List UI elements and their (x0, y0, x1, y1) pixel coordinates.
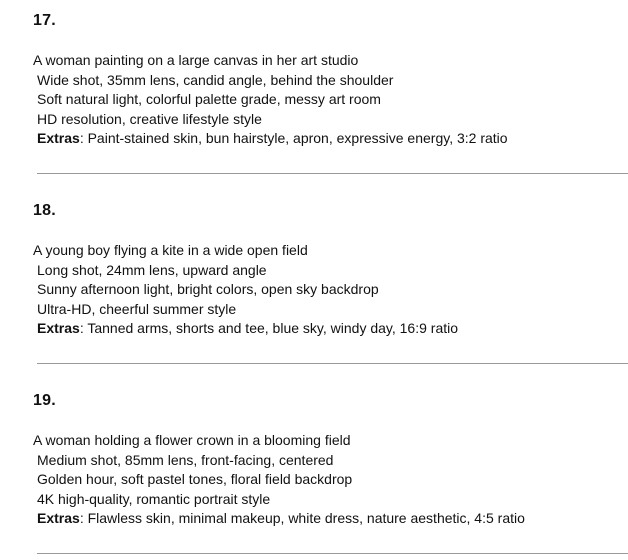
entry-body (33, 241, 623, 339)
entry-number: 19. (33, 392, 56, 409)
entry-extras-line (33, 509, 623, 529)
entry-body (33, 431, 623, 529)
entry-quality-line: HD resolution, creative lifestyle style (37, 110, 262, 127)
entry-subject-line: A young boy flying a kite in a wide open field (33, 242, 308, 258)
entry-extras-line (33, 319, 623, 339)
extras-value: : Paint-stained skin, bun hairstyle, apron, expressive energy, 3:2 ratio (79, 130, 508, 147)
entry-subject-line: A woman painting on a large canvas in her art studio (33, 52, 359, 68)
extras-label: Extras (37, 130, 80, 147)
entry-body (33, 51, 623, 149)
section-divider (37, 173, 628, 174)
extras-value: : Flawless skin, minimal makeup, white dress, nature aesthetic, 4:5 ratio (79, 510, 525, 527)
entry-lighting-line: Sunny afternoon light, bright colors, open sky backdrop (37, 281, 379, 298)
extras-value: : Tanned arms, shorts and tee, blue sky, windy day, 16:9 ratio (79, 320, 459, 337)
section-divider (37, 363, 628, 364)
entry-quality-line: Ultra-HD, cheerful summer style (37, 300, 237, 317)
extras-label: Extras (37, 320, 80, 337)
entry-shot-line: Long shot, 24mm lens, upward angle (37, 261, 267, 278)
entry-subject-line: A woman holding a flower crown in a blooming field (33, 432, 351, 448)
section-divider (37, 553, 628, 554)
entry-lighting-line: Golden hour, soft pastel tones, floral field backdrop (37, 471, 353, 488)
entry-shot-line: Medium shot, 85mm lens, front-facing, centered (37, 451, 334, 468)
entry-number: 17. (33, 12, 56, 29)
entry-quality-line: 4K high-quality, romantic portrait style (37, 490, 271, 507)
entry-number: 18. (33, 202, 56, 219)
entry-extras-line (33, 129, 623, 149)
entry-lighting-line: Soft natural light, colorful palette grade, messy art room (37, 91, 381, 108)
extras-label: Extras (37, 510, 80, 527)
entry-shot-line: Wide shot, 35mm lens, candid angle, behind the shoulder (37, 71, 394, 88)
